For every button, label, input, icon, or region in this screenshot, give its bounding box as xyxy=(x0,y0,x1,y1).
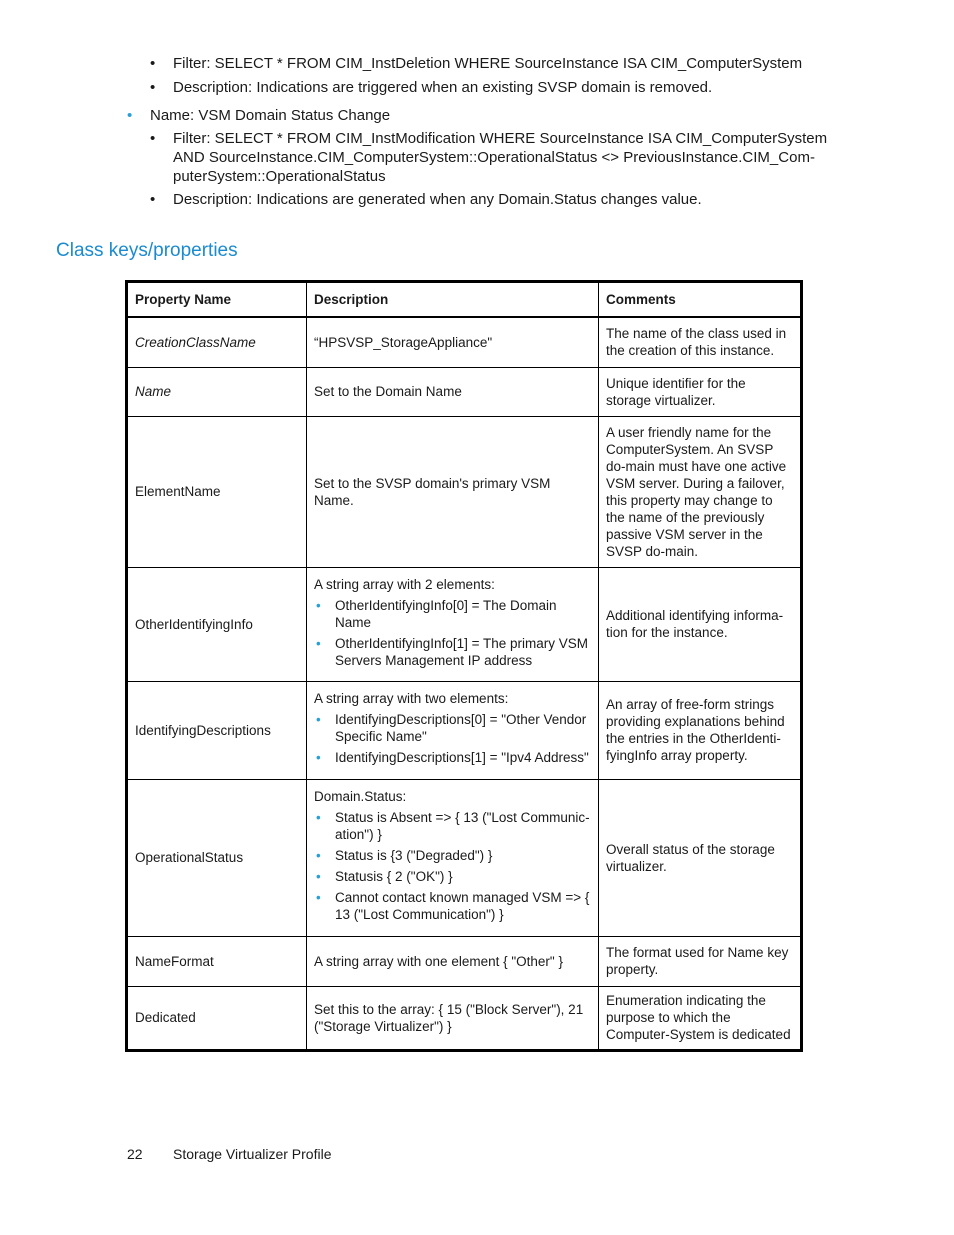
footer-title: Storage Virtualizer Profile xyxy=(173,1146,332,1162)
list-item: • Statusis { 2 ("OK") } xyxy=(314,868,591,885)
description-intro: A string array with 2 elements: xyxy=(314,576,495,592)
description-cell: “HPSVSP_StorageAppliance" xyxy=(307,317,599,367)
description-intro: A string array with two elements: xyxy=(314,691,509,706)
comment-cell: The format used for Name key property. xyxy=(599,936,802,986)
table-row xyxy=(127,416,802,567)
property-name-cell: Dedicated xyxy=(127,986,307,1050)
section-heading: Class keys/properties xyxy=(56,240,238,261)
filter-deletion-text: Filter: SELECT * FROM CIM_InstDeletion WHERE SourceInstance ISA CIM_ComputerSystem xyxy=(173,55,803,72)
comment-cell: The name of the class used in the creation of this instance. xyxy=(599,317,802,367)
comment-cell: A user friendly name for the ComputerSystem. An SVSP do-main must have one active VSM server. During a failover, this property may change to the name of the previously passive VSM server in the SVSP do-main. xyxy=(599,416,802,567)
description-intro: Domain.Status: xyxy=(314,789,407,804)
description-deletion-text: Description: Indications are triggered when an existing SVSP domain is removed. xyxy=(173,79,713,96)
description-cell xyxy=(307,681,599,779)
list-item: • IdentifyingDescriptions[0] = "Other Vendor Specific Name" xyxy=(314,711,591,745)
description-cell: Set to the SVSP domain's primary VSM Name. xyxy=(307,416,599,567)
property-name-cell: CreationClassName xyxy=(127,317,307,367)
page-number: 22 xyxy=(127,1146,143,1162)
comment-cell: Additional identifying informa-tion for the instance. xyxy=(599,567,802,681)
indication-name-text: Name: VSM Domain Status Change xyxy=(150,107,391,124)
description-cell xyxy=(307,779,599,936)
description-list xyxy=(314,597,591,669)
filter-modification-line3: puterSystem::OperationalStatus xyxy=(173,168,386,185)
table-row xyxy=(127,779,802,936)
description-cell xyxy=(307,567,599,681)
properties-table xyxy=(125,280,803,1052)
filter-modification-line2: AND SourceInstance.CIM_ComputerSystem::OperationalStatus <> PreviousInstance.CIM_Com- xyxy=(173,149,815,166)
property-name-cell: ElementName xyxy=(127,416,307,567)
comment-cell: Overall status of the storage virtualizer. xyxy=(599,779,802,936)
list-item: • Status is Absent => { 13 ("Lost Communic-ation") } xyxy=(314,809,591,843)
list-item: • IdentifyingDescriptions[1] = "Ipv4 Address" xyxy=(314,749,591,766)
bullet-dot: • xyxy=(150,130,156,147)
bullet-dot: • xyxy=(150,191,156,208)
table-row xyxy=(127,681,802,779)
description-cell: Set to the Domain Name xyxy=(307,367,599,416)
description-cell: Set this to the array: { 15 ("Block Server"), 21 ("Storage Virtualizer") } xyxy=(307,986,599,1050)
property-name-cell: NameFormat xyxy=(127,936,307,986)
property-name-cell: OtherIdentifyingInfo xyxy=(127,567,307,681)
column-header-description: Description xyxy=(307,282,599,318)
list-item: • Status is {3 ("Degraded") } xyxy=(314,847,591,864)
table-row xyxy=(127,367,802,416)
bullet-dot: • xyxy=(127,107,133,124)
column-header-property-name: Property Name xyxy=(127,282,307,318)
property-name-cell: OperationalStatus xyxy=(127,779,307,936)
description-modification-text: Description: Indications are generated when any Domain.Status changes value. xyxy=(173,191,702,208)
comment-cell: Enumeration indicating the purpose to which the Computer-System is dedicated xyxy=(599,986,802,1050)
table-row xyxy=(127,317,802,367)
list-item: • Cannot contact known managed VSM => { 13 ("Lost Communication") } xyxy=(314,889,591,923)
list-item: • OtherIdentifyingInfo[1] = The primary VSM Servers Management IP address xyxy=(314,635,591,669)
column-header-comments: Comments xyxy=(599,282,802,318)
description-cell: A string array with one element { "Other" } xyxy=(307,936,599,986)
filter-modification-line1: Filter: SELECT * FROM CIM_InstModification WHERE SourceInstance ISA CIM_ComputerSystem xyxy=(173,130,828,147)
list-item: • OtherIdentifyingInfo[0] = The Domain Name xyxy=(314,597,591,631)
description-list xyxy=(314,711,591,766)
bullet-dot: • xyxy=(150,55,156,72)
bullet-dot: • xyxy=(150,79,156,96)
table-row xyxy=(127,936,802,986)
comment-cell: An array of free-form strings providing explanations behind the entries in the OtherIdenti-fyingInfo array property. xyxy=(599,681,802,779)
table-header-row xyxy=(127,282,802,318)
table-row xyxy=(127,986,802,1050)
property-name-cell: IdentifyingDescriptions xyxy=(127,681,307,779)
comment-cell: Unique identifier for the storage virtualizer. xyxy=(599,367,802,416)
description-list xyxy=(314,809,591,923)
table-row xyxy=(127,567,802,681)
property-name-cell: Name xyxy=(127,367,307,416)
